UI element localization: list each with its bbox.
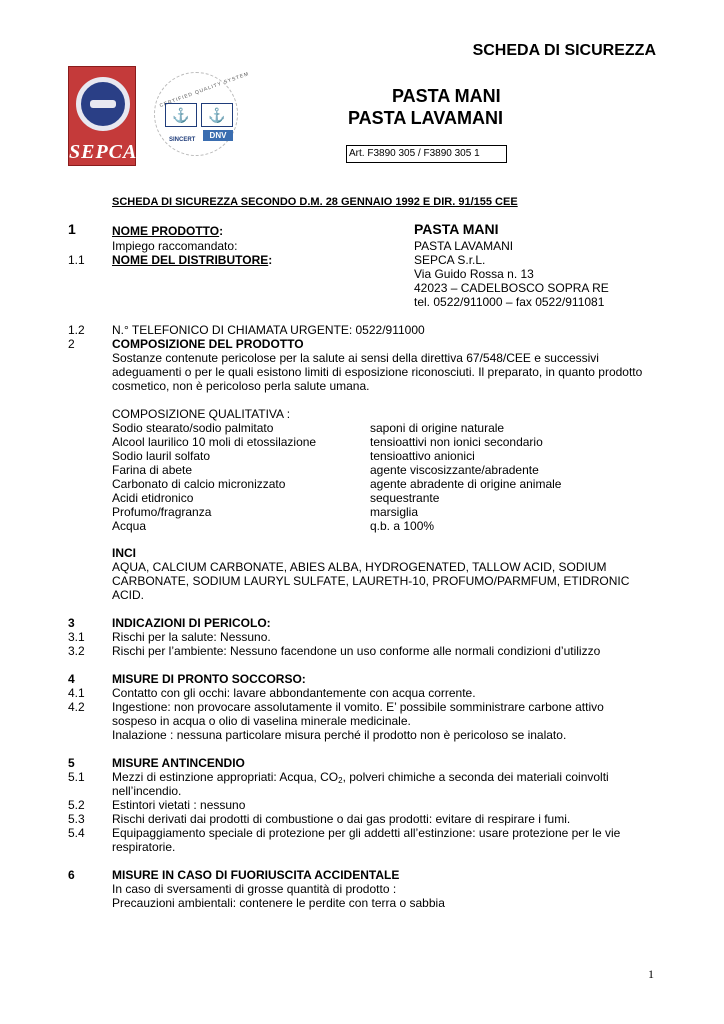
hazard-health: Rischi per la salute: Nessuno.: [112, 630, 271, 644]
protective-equipment-line: respiratorie.: [112, 840, 176, 854]
first-aid-inhalation: Inalazione : nessuna particolare misura perché il prodotto non è pericoloso se inalato.: [112, 728, 567, 742]
product-title-line1: PASTA MANI: [392, 86, 501, 106]
section-2-intro-line: Sostanze contenute pericolose per la salute ai sensi della direttiva 67/548/CEE e successivi: [112, 351, 599, 365]
cert-ring-text: CERTIFIED QUALITY SYSTEM: [158, 70, 251, 110]
extinguishing-media-text: , polveri chimiche a seconda dei materiali coinvolti: [342, 770, 609, 784]
extinguishing-media: [112, 770, 609, 784]
section-3-title: INDICAZIONI DI PERICOLO:: [112, 616, 271, 630]
item-number: 3.2: [68, 644, 85, 658]
extinguishing-media-line2: nell’incendio.: [112, 784, 182, 798]
combustion-risks: Rischi derivati dai prodotti di combustione o dai gas prodotti: evitare di respirare i fumi.: [112, 812, 571, 826]
ingredient-name: Farina di abete: [112, 463, 193, 477]
product-title-line2: PASTA LAVAMANI: [348, 108, 503, 128]
anchor-icon: ⚓: [165, 103, 197, 127]
item-number: 3.1: [68, 630, 85, 644]
section-2-intro-line: adeguamenti o per le quali esistono limiti di esposizione riconosciuti. Il preparato, in quanto prodotto: [112, 365, 643, 379]
inci-line: ACID.: [112, 588, 145, 602]
law-reference: SCHEDA DI SICUREZZA SECONDO D.M. 28 GENNAIO 1992 E DIR. 91/155 CEE: [112, 196, 518, 208]
sepca-logo-text: SEPCA: [69, 141, 138, 163]
protective-equipment-line: Equipaggiamento speciale di protezione per gli addetti all’estinzione: usare protezione per le vie: [112, 826, 621, 840]
distributor-line: 42023 – CADELBOSCO SOPRA RE: [414, 281, 609, 295]
item-number: 5.1: [68, 770, 85, 784]
document-type-heading: SCHEDA DI SICUREZZA: [472, 42, 656, 59]
section-3-number: 3: [68, 616, 75, 630]
emergency-phone: N.° TELEFONICO DI CHIAMATA URGENTE: 0522/911000: [112, 323, 425, 337]
page-number: 1: [648, 967, 654, 981]
impiego-value: PASTA LAVAMANI: [414, 239, 514, 253]
ingredient-role: saponi di origine naturale: [370, 421, 505, 435]
item-number: 4.1: [68, 686, 85, 700]
dnv-mark: DNV: [203, 130, 233, 141]
inci-title: INCI: [112, 546, 136, 560]
sepca-logo: [68, 66, 136, 166]
ingredient-name: Carbonato di calcio micronizzato: [112, 477, 286, 491]
distributor-line: SEPCA S.r.L.: [414, 253, 486, 267]
inci-line: AQUA, CALCIUM CARBONATE, ABIES ALBA, HYDROGENATED, TALLOW ACID, SODIUM: [112, 560, 607, 574]
distributor-line: Via Guido Rossa n. 13: [414, 267, 534, 281]
ingredient-name: Profumo/fragranza: [112, 505, 212, 519]
qualitative-composition-title: COMPOSIZIONE QUALITATIVA :: [112, 407, 291, 421]
section-5-title: MISURE ANTINCENDIO: [112, 756, 245, 770]
label-colon: :: [219, 224, 224, 238]
distributor-label: NOME DEL DISTRIBUTORE: [112, 253, 269, 267]
ingredient-name: Sodio stearato/sodio palmitato: [112, 421, 274, 435]
ingredient-role: q.b. a 100%: [370, 519, 435, 533]
item-number: 5.3: [68, 812, 85, 826]
section-2-intro-line: cosmetico, non è pericoloso perla salute umana.: [112, 379, 370, 393]
ingredient-name: Acidi etidronico: [112, 491, 194, 505]
section-4-title: MISURE DI PRONTO SOCCORSO:: [112, 672, 306, 686]
section-6-number: 6: [68, 868, 75, 882]
forbidden-extinguishers: Estintori vietati : nessuno: [112, 798, 246, 812]
section-4-number: 4: [68, 672, 75, 686]
section-2-number: 2: [68, 337, 75, 351]
section-1-1-number: 1.1: [68, 253, 85, 267]
distributor-line: tel. 0522/911000 – fax 0522/911081: [414, 295, 605, 309]
ingredient-role: agente abradente di origine animale: [370, 477, 562, 491]
ingredient-name: Acqua: [112, 519, 147, 533]
section-2-title: COMPOSIZIONE DEL PRODOTTO: [112, 337, 304, 351]
ingredient-name: Sodio lauril solfato: [112, 449, 211, 463]
impiego-label: Impiego raccomandato:: [112, 239, 238, 253]
section-6-title: MISURE IN CASO DI FUORIUSCITA ACCIDENTALE: [112, 868, 400, 882]
sepca-emblem-icon: [76, 77, 130, 131]
product-name-label: NOME PRODOTTO: [112, 224, 220, 238]
sincert-mark: SINCERT: [169, 137, 196, 143]
ingredient-role: tensioattivo anionici: [370, 449, 475, 463]
item-number: 5.2: [68, 798, 85, 812]
first-aid-eyes: Contatto con gli occhi: lavare abbondantemente con acqua corrente.: [112, 686, 476, 700]
distributor-label-wrap: [112, 253, 272, 267]
ingredient-role: agente viscosizzante/abradente: [370, 463, 539, 477]
hazard-environment: Rischi per l’ambiente: Nessuno facendone un uso conforme alle normali condizioni d’utilizzo: [112, 644, 601, 658]
section-5-number: 5: [68, 756, 75, 770]
anchor-icon: ⚓: [201, 103, 233, 127]
certification-seal: [154, 70, 251, 156]
spill-line: Precauzioni ambientali: contenere le perdite con terra o sabbia: [112, 896, 445, 910]
extinguishing-media-text: Mezzi di estinzione appropriati: Acqua, CO: [112, 770, 339, 784]
ingredient-role: tensioattivi non ionici secondario: [370, 435, 543, 449]
section-1-label: [112, 224, 223, 238]
first-aid-ingestion-line: sospeso in acqua o olio di vaselina minerale medicinale.: [112, 714, 411, 728]
product-name-value: PASTA MANI: [414, 221, 499, 237]
first-aid-ingestion-line: Ingestione: non provocare assolutamente il vomito. E’ possibile somministrare carbone attivo: [112, 700, 604, 714]
section-1-2-number: 1.2: [68, 323, 85, 337]
ingredient-role: marsiglia: [370, 505, 419, 519]
label-colon: :: [268, 253, 273, 267]
article-code-box: Art. F3890 305 / F3890 305 1: [346, 145, 507, 163]
ingredient-name: Alcool laurilico 10 moli di etossilazione: [112, 435, 317, 449]
co2-subscript: 2: [338, 776, 343, 785]
spill-line: In caso di sversamenti di grosse quantità di prodotto :: [112, 882, 397, 896]
section-1-number: 1: [68, 221, 76, 237]
ingredient-role: sequestrante: [370, 491, 440, 505]
inci-line: CARBONATE, SODIUM LAURYL SULFATE, LAURETH-10, PROFUMO/PARMFUM, ETIDRONIC: [112, 574, 630, 588]
item-number: 4.2: [68, 700, 85, 714]
item-number: 5.4: [68, 826, 85, 840]
